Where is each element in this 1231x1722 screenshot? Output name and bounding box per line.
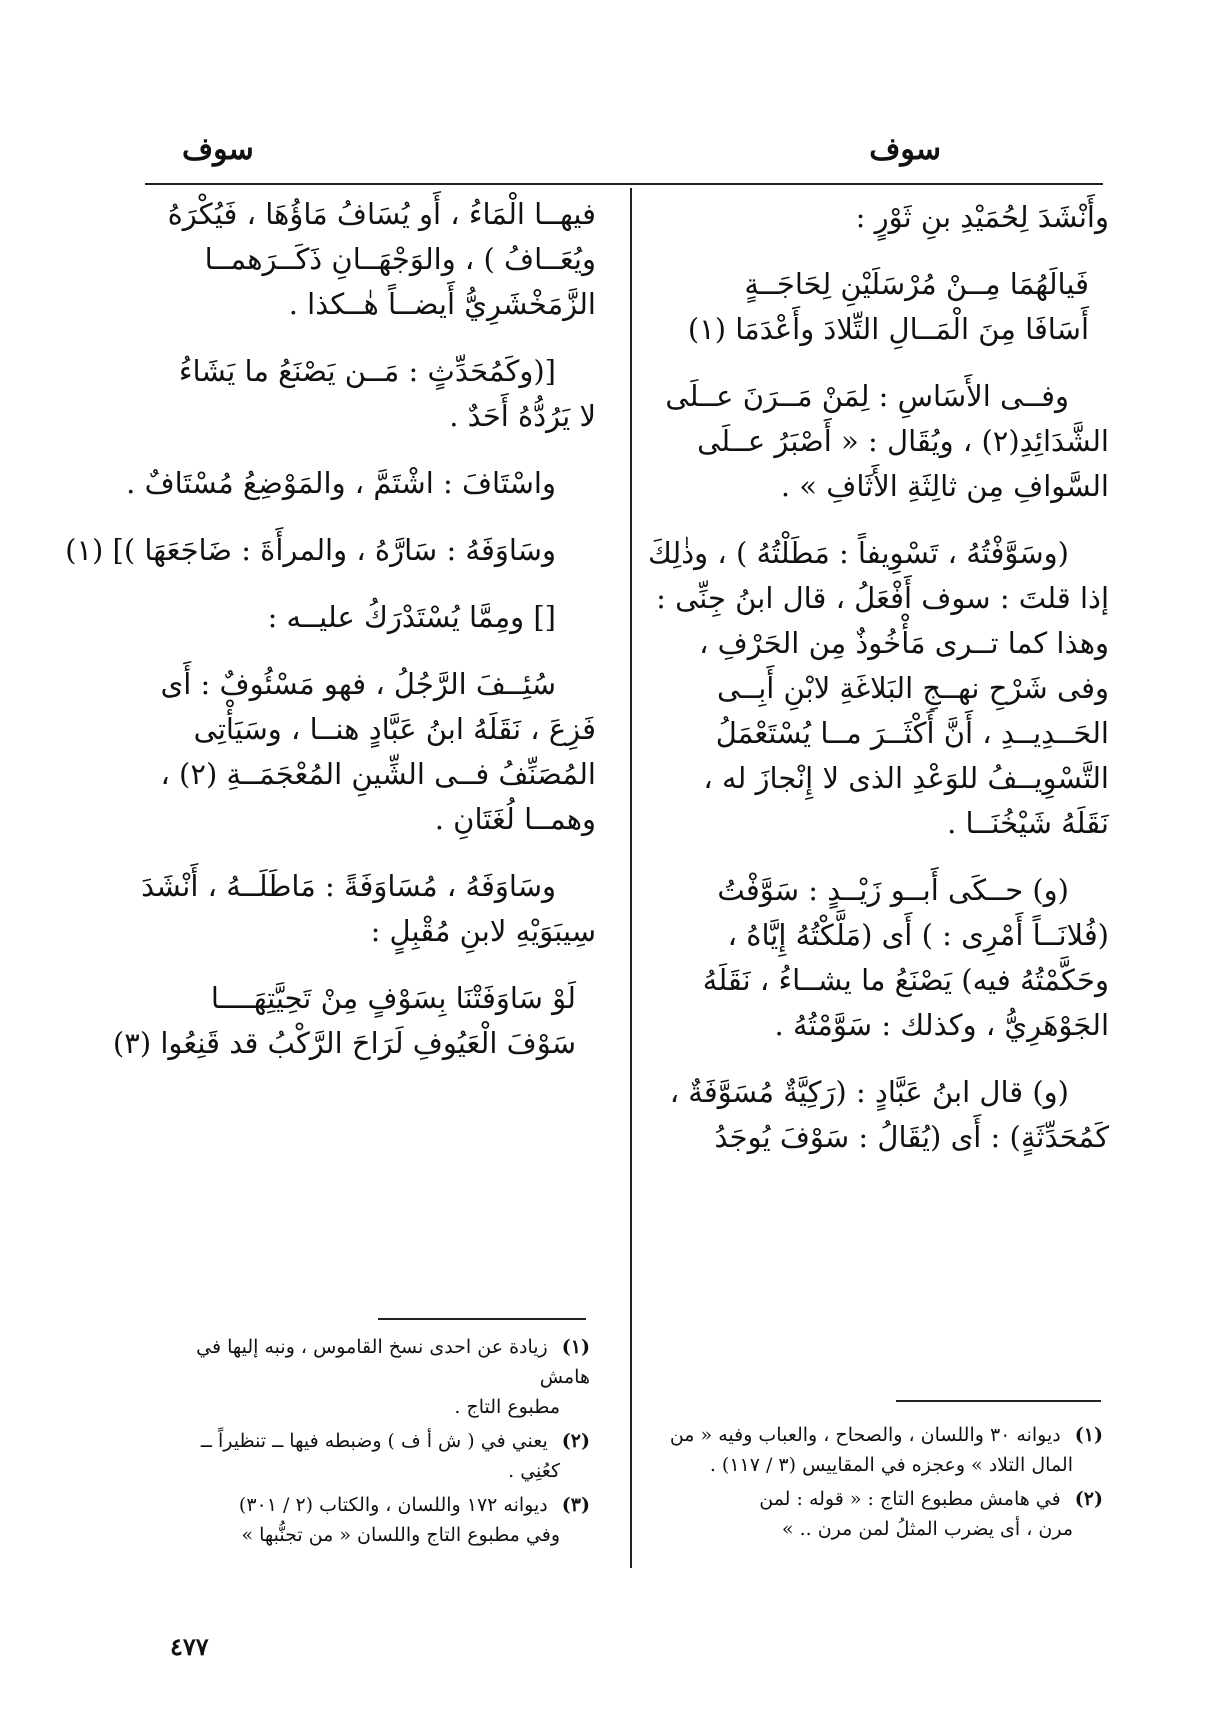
text-block [639,531,1109,846]
verse-block [112,976,596,1066]
text-line: نَقَلَهُ شَيْخُنَــا . [947,806,1109,840]
text-line: (وسَوَّفْتُهُ ، تَسْوِيفاً : مَطَلْتُهُ ) ، وذٰلِكَ [647,536,1069,570]
text-line: وهمــا لُغَتَانِ . [434,802,596,836]
text-line: وفــى الأَسَاسِ : لِمَنْ مَــرَنَ عــلَى [665,379,1069,413]
text-block [126,461,596,506]
running-header-right: سوف [869,132,941,167]
column-divider [630,188,632,1568]
footnote-text: مطبوع التاج . [454,1396,560,1418]
footnote [150,1426,590,1486]
footnote-rule-right [896,1400,1101,1402]
left-column [65,192,596,1088]
text-block [639,1070,1109,1160]
text-block [148,349,596,439]
text-line: وهذا كما تــرى مَأْخُوذٌ مِن الحَرْفِ ، [699,626,1109,660]
text-line: كَمُحَدِّثَةٍ) : أَى (يُقَالُ : سَوْفَ يُوجَدُ [714,1120,1109,1154]
footnote-number: (٣) [561,1494,590,1516]
footnotes-right [629,1420,1103,1548]
text-line: الحَــدِيــدِ ، أَنَّ أَكْثَــرَ مــا يُسْتَعْمَلُ [715,716,1109,750]
text-line: فيهــا الْمَاءُ ، أَو يُسَافُ مَاؤُهَا ، فَيُكْرَهُ [167,197,596,231]
text-line: الزَّمَخْشَرِيُّ أَيضــاً هٰــكذا . [288,287,596,321]
text-block [65,528,596,573]
text-line: وحَكَّمْتُهُ فيه) يَصْنَعُ ما يشــاءُ ، نَقَلَهُ [702,963,1109,997]
text-block [148,662,596,842]
verse-line: أَسَافَا مِنَ الْمَــالِ التِّلادَ وأَعْدَمَا (١) [687,312,1089,346]
text-line: وأَنْشَدَ لِحُمَيْدِ بنِ ثَوْرٍ : [855,200,1109,234]
text-block [639,374,1109,509]
right-column [639,195,1109,1182]
text-line: (فُلانَــاً أَمْرِى : ) أَى (مَلَّكْتُهُ إِيَّاهُ ، [727,918,1109,952]
text-line: [] ومِمَّا يُسْتَدْرَكُ عليــه : [267,600,556,634]
verse-line: لَوْ سَاوَفَتْنَا بِسَوْفٍ مِنْ تَحِيَّتِهَــــا [210,981,576,1015]
text-line: وسَاوَفَهُ ، مُسَاوَفَةً : مَاطَلَــهُ ، أَنْشَدَ [141,869,556,903]
text-line: سُئِــفَ الرَّجُلُ ، فهو مَسْئُوفٌ : أَى [160,667,556,701]
footnote-rule-left [378,1318,586,1320]
footnote-number: (١) [561,1336,590,1358]
text-line: (و) حــكَى أَبــو زَيْــدٍ : سَوَّفْتُ [717,873,1069,907]
footnote [150,1332,590,1422]
text-block [141,864,596,954]
text-block [148,595,596,640]
footnote-text: يعني في ( ش أ ف ) وضبطه فيها ــ تنظيراً ــ [200,1430,548,1452]
text-line: التَّسْوِيــفُ للوَعْدِ الذى لا إِنْجازَ له ، [703,761,1109,795]
verse-block [639,262,1109,352]
text-line: واسْتَافَ : اشْتَمَّ ، والمَوْضِعُ مُسْتَافٌ . [126,466,556,500]
footnote-number: (٢) [1074,1488,1103,1510]
verse-line: فَيالَهُمَا مِــنْ مُرْسَلَيْنِ لِحَاجَــةٍ [744,267,1089,301]
header-rule [145,183,1103,185]
text-line: فَزِعَ ، نَقَلَهُ ابنُ عَبَّادٍ هنــا ، وسَيَأْتِى [193,712,596,746]
footnote [629,1420,1103,1480]
footnote-text: زيادة عن احدى نسخ القاموس ، ونبه إليها في هامش [196,1336,590,1388]
text-block [639,868,1109,1048]
text-line: [(وكَمُحَدِّثٍ : مَــن يَصْنَعُ ما يَشَاءُ [178,354,556,388]
text-line: سِيبَوَيْهِ لابنِ مُقْبِلٍ : [370,914,596,948]
footnote-text: في هامش مطبوع التاج : « قوله : لمن [759,1488,1061,1510]
footnotes-left [150,1332,590,1554]
text-line: الجَوْهَرِيُّ ، وكذلك : سَوَّمْتُهُ . [774,1008,1109,1042]
running-header-left: سوف [182,132,254,167]
text-line: إذا قلتَ : سوف أَفْعَلُ ، قال ابنُ جِنِّى : [656,581,1109,615]
text-line: وسَاوَفَهُ : سَارَّهُ ، والمرأَةَ : ضَاجَعَهَا )] (١) [65,533,556,567]
footnote-text: مرن ، أى يضرب المثلُ لمن مرن .. » [781,1518,1073,1540]
text-line: الشَّدَائِدِ(٢) ، ويُقَال : « أَصْبَرُ عــلَى [697,424,1109,458]
footnote-text: وفي مطبوع التاج واللسان « من تجنُّبها » [241,1524,560,1546]
verse-line: سَوْفَ الْعَيُوفِ لَرَاحَ الرَّكْبُ قد قَنِعُوا (٣) [112,1026,576,1060]
page-number: ٤٧٧ [170,1632,209,1661]
footnote-text: ديوانه ١٧٢ واللسان ، والكتاب (٢ / ٣٠١) [238,1494,548,1516]
text-line: السَّوافِ مِن ثالِثَةِ الأَثَافِ » . [780,469,1109,503]
text-line: لا يَرُدُّهُ أَحَدٌ . [449,399,596,433]
text-line: (و) قال ابنُ عَبَّادٍ : (رَكِيَّةٌ مُسَوَّفَةٌ ، [669,1075,1069,1109]
text-block [639,195,1109,240]
footnote-text: كعُنِي . [508,1460,560,1482]
footnote-text: ديوانه ٣٠ واللسان ، والصحاح ، والعباب وفيه « من [669,1424,1061,1446]
text-line: المُصَنِّفُ فــى الشِّينِ المُعْجَمَــةِ (٢) ، [160,757,596,791]
footnote [629,1484,1103,1544]
text-line: وفى شَرْحِ نهــجِ البَلاغَةِ لابْنِ أَبِــى [717,671,1109,705]
footnote-text: المال التلاد » وعجزه في المقاييس (٣ / ١١٧) . [709,1454,1073,1476]
footnote [150,1490,590,1550]
footnote-number: (١) [1074,1424,1103,1446]
text-line: ويُعَــافُ ) ، والوَجْهَــانِ ذَكَــرَهمــا [204,242,596,276]
text-block [148,192,596,327]
footnote-number: (٢) [561,1430,590,1452]
